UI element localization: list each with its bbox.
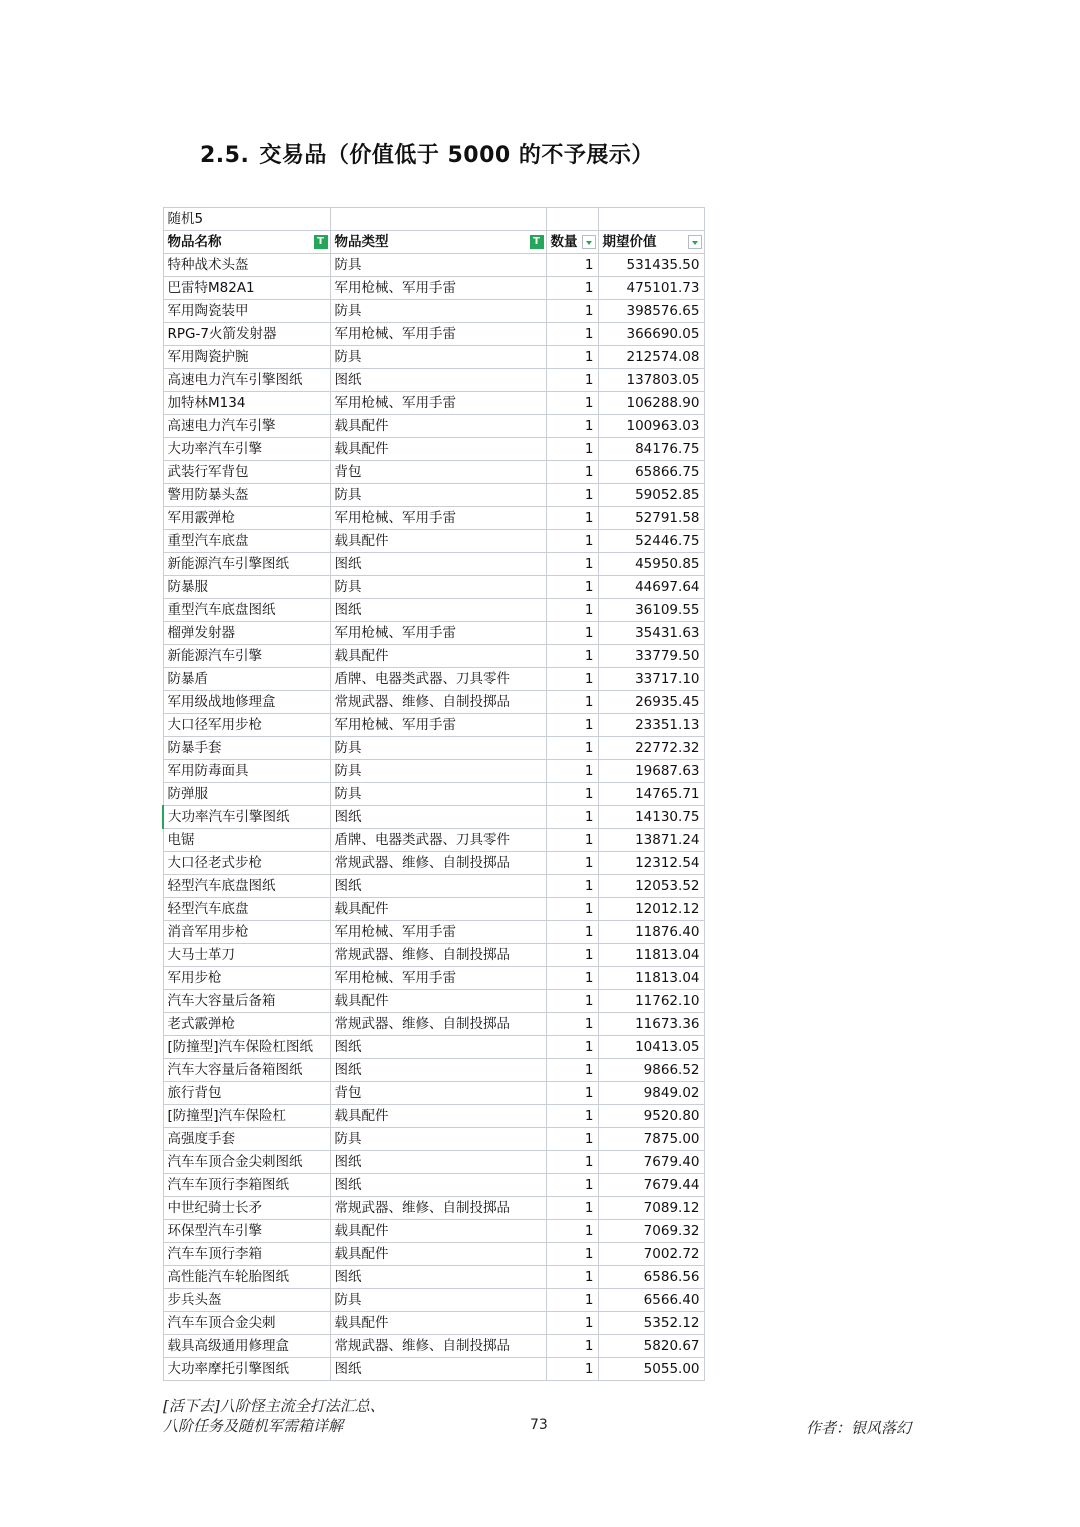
cell-quantity[interactable]: 1	[546, 1220, 598, 1243]
cell-expected-value[interactable]: 10413.05	[598, 1036, 704, 1059]
cell-quantity[interactable]: 1	[546, 1197, 598, 1220]
cell-item-name[interactable]: 汽车车顶合金尖刺	[163, 1312, 330, 1335]
cell-quantity[interactable]: 1	[546, 760, 598, 783]
table-row	[163, 346, 704, 369]
cell-expected-value[interactable]: 23351.13	[598, 714, 704, 737]
cell-expected-value[interactable]: 9849.02	[598, 1082, 704, 1105]
cell-quantity[interactable]: 1	[546, 1036, 598, 1059]
cell-quantity[interactable]: 1	[546, 806, 598, 829]
cell-expected-value[interactable]: 5055.00	[598, 1358, 704, 1381]
table-row	[163, 990, 704, 1013]
table-row	[163, 461, 704, 484]
cell-item-name[interactable]: 武装行军背包	[163, 461, 330, 484]
table-row	[163, 254, 704, 277]
table-row	[163, 1243, 704, 1266]
section-number: 2.5.	[200, 143, 250, 168]
page-number: 73	[530, 1417, 548, 1433]
cell-quantity[interactable]: 1	[546, 1243, 598, 1266]
cell-item-name[interactable]: 特种战术头盔	[163, 254, 330, 277]
table-row	[163, 898, 704, 921]
table-row	[163, 553, 704, 576]
cell-quantity[interactable]: 1	[546, 1151, 598, 1174]
cell-item-name[interactable]: RPG-7火箭发射器	[163, 323, 330, 346]
cell-expected-value[interactable]: 36109.55	[598, 599, 704, 622]
cell-expected-value[interactable]: 366690.05	[598, 323, 704, 346]
cell-quantity[interactable]: 1	[546, 714, 598, 737]
cell-expected-value[interactable]: 7002.72	[598, 1243, 704, 1266]
cell-item-type[interactable]: 防具	[330, 254, 546, 277]
cell-item-name[interactable]: 高性能汽车轮胎图纸	[163, 1266, 330, 1289]
cell-item-type[interactable]: 背包	[330, 461, 546, 484]
cell-item-type[interactable]: 图纸	[330, 599, 546, 622]
cell-quantity[interactable]: 1	[546, 967, 598, 990]
cell-item-type[interactable]: 军用枪械、军用手雷	[330, 967, 546, 990]
cell-item-type[interactable]: 图纸	[330, 553, 546, 576]
table-row	[163, 323, 704, 346]
cell-item-name[interactable]: 步兵头盔	[163, 1289, 330, 1312]
cell-item-type[interactable]: 军用枪械、军用手雷	[330, 714, 546, 737]
table-row	[163, 576, 704, 599]
table-row	[163, 645, 704, 668]
cell-item-type[interactable]: 防具	[330, 737, 546, 760]
cell-quantity[interactable]: 1	[546, 622, 598, 645]
table-row	[163, 438, 704, 461]
cell-expected-value[interactable]: 9520.80	[598, 1105, 704, 1128]
cell-item-name[interactable]: 警用防暴头盔	[163, 484, 330, 507]
table-row	[163, 737, 704, 760]
cell-item-type[interactable]: 防具	[330, 760, 546, 783]
cell-expected-value[interactable]: 100963.03	[598, 415, 704, 438]
cell-expected-value[interactable]: 12012.12	[598, 898, 704, 921]
cell-quantity[interactable]: 1	[546, 553, 598, 576]
cell-quantity[interactable]: 1	[546, 691, 598, 714]
cell-item-type[interactable]: 图纸	[330, 1266, 546, 1289]
cell-quantity[interactable]: 1	[546, 1059, 598, 1082]
cell-expected-value[interactable]: 14765.71	[598, 783, 704, 806]
cell-item-type[interactable]: 载具配件	[330, 1243, 546, 1266]
filter-active-icon[interactable]: T	[314, 235, 328, 249]
table-row	[163, 852, 704, 875]
cell-quantity[interactable]: 1	[546, 346, 598, 369]
cell-item-type[interactable]: 图纸	[330, 369, 546, 392]
table-row	[163, 277, 704, 300]
cell-item-type[interactable]: 常规武器、维修、自制投掷品	[330, 1013, 546, 1036]
cell-item-name[interactable]: 环保型汽车引擎	[163, 1220, 330, 1243]
cell-expected-value[interactable]: 12053.52	[598, 875, 704, 898]
table-row	[163, 1059, 704, 1082]
cell-quantity[interactable]: 1	[546, 438, 598, 461]
cell-expected-value[interactable]: 5820.67	[598, 1335, 704, 1358]
cell-item-name[interactable]: 高速电力汽车引擎	[163, 415, 330, 438]
cell-item-name[interactable]: 榴弹发射器	[163, 622, 330, 645]
table-row	[163, 714, 704, 737]
table-row	[163, 1105, 704, 1128]
section-heading	[200, 138, 654, 169]
cell-item-type[interactable]: 图纸	[330, 806, 546, 829]
cell-item-type[interactable]: 载具配件	[330, 530, 546, 553]
cell-item-type[interactable]: 常规武器、维修、自制投掷品	[330, 944, 546, 967]
cell-item-type[interactable]: 盾牌、电器类武器、刀具零件	[330, 668, 546, 691]
cell-expected-value[interactable]: 12312.54	[598, 852, 704, 875]
cell-item-name[interactable]: 大功率汽车引擎图纸	[163, 806, 330, 829]
table-row	[163, 921, 704, 944]
cell-item-type[interactable]: 载具配件	[330, 438, 546, 461]
cell-expected-value[interactable]: 84176.75	[598, 438, 704, 461]
cell-item-name[interactable]: 汽车大容量后备箱图纸	[163, 1059, 330, 1082]
cell-expected-value[interactable]: 106288.90	[598, 392, 704, 415]
cell-quantity[interactable]: 1	[546, 484, 598, 507]
filter-dropdown-icon[interactable]	[582, 235, 596, 249]
cell-quantity[interactable]: 1	[546, 369, 598, 392]
cell-expected-value[interactable]: 52446.75	[598, 530, 704, 553]
cell-item-type[interactable]: 常规武器、维修、自制投掷品	[330, 1197, 546, 1220]
table-row	[163, 1128, 704, 1151]
cell-item-name[interactable]: 重型汽车底盘	[163, 530, 330, 553]
cell-item-name[interactable]: 轻型汽车底盘图纸	[163, 875, 330, 898]
cell-quantity[interactable]: 1	[546, 944, 598, 967]
cell-item-name[interactable]: 大口径老式步枪	[163, 852, 330, 875]
cell-item-name[interactable]: 高速电力汽车引擎图纸	[163, 369, 330, 392]
column-header-name[interactable]: 物品名称 T	[163, 231, 330, 254]
cell-item-type[interactable]: 防具	[330, 1289, 546, 1312]
table-row	[163, 783, 704, 806]
cell-item-name[interactable]: 防暴盾	[163, 668, 330, 691]
table-row	[163, 1174, 704, 1197]
table-row	[163, 1312, 704, 1335]
cell-item-name[interactable]: 电锯	[163, 829, 330, 852]
table-row	[163, 1266, 704, 1289]
table-row	[163, 691, 704, 714]
cell-item-name[interactable]: 巴雷特M82A1	[163, 277, 330, 300]
cell-quantity[interactable]: 1	[546, 392, 598, 415]
table-row	[163, 1335, 704, 1358]
cell-quantity[interactable]: 1	[546, 1128, 598, 1151]
cell-expected-value[interactable]: 52791.58	[598, 507, 704, 530]
cell-item-name[interactable]: 军用级战地修理盒	[163, 691, 330, 714]
cell-quantity[interactable]: 1	[546, 783, 598, 806]
cell-item-type[interactable]: 载具配件	[330, 415, 546, 438]
cell-item-type[interactable]: 载具配件	[330, 1105, 546, 1128]
cell-item-type[interactable]: 背包	[330, 1082, 546, 1105]
cell-item-name[interactable]: 大口径军用步枪	[163, 714, 330, 737]
cell-quantity[interactable]: 1	[546, 254, 598, 277]
cell-expected-value[interactable]: 22772.32	[598, 737, 704, 760]
cell-expected-value[interactable]: 475101.73	[598, 277, 704, 300]
cell-expected-value[interactable]: 7679.40	[598, 1151, 704, 1174]
cell-item-name[interactable]: 军用陶瓷装甲	[163, 300, 330, 323]
cell-expected-value[interactable]: 45950.85	[598, 553, 704, 576]
cell-expected-value[interactable]: 44697.64	[598, 576, 704, 599]
cell-item-name[interactable]: 新能源汽车引擎图纸	[163, 553, 330, 576]
cell-quantity[interactable]: 1	[546, 1082, 598, 1105]
cell-expected-value[interactable]: 212574.08	[598, 346, 704, 369]
cell-item-name[interactable]: 轻型汽车底盘	[163, 898, 330, 921]
table-row	[163, 1220, 704, 1243]
cell-expected-value[interactable]: 35431.63	[598, 622, 704, 645]
table-row	[163, 369, 704, 392]
cell-item-type[interactable]: 载具配件	[330, 990, 546, 1013]
column-header-quantity[interactable]: 数量	[546, 231, 598, 254]
sheet-title-row	[163, 208, 704, 231]
cell-quantity[interactable]: 1	[546, 898, 598, 921]
cell-item-name[interactable]: 军用陶瓷护腕	[163, 346, 330, 369]
cell-quantity[interactable]: 1	[546, 1358, 598, 1381]
table-row	[163, 760, 704, 783]
table-row	[163, 507, 704, 530]
cell-item-type[interactable]: 防具	[330, 346, 546, 369]
cell-item-type[interactable]: 常规武器、维修、自制投掷品	[330, 852, 546, 875]
cell-quantity[interactable]: 1	[546, 875, 598, 898]
spreadsheet-table	[162, 207, 705, 1381]
cell-item-name[interactable]: 汽车车顶行李箱	[163, 1243, 330, 1266]
cell-quantity[interactable]: 1	[546, 507, 598, 530]
cell-item-type[interactable]: 军用枪械、军用手雷	[330, 277, 546, 300]
cell-item-name[interactable]: 旅行背包	[163, 1082, 330, 1105]
cell-item-name[interactable]: 重型汽车底盘图纸	[163, 599, 330, 622]
cell-item-name[interactable]: [防撞型]汽车保险杠图纸	[163, 1036, 330, 1059]
cell-item-type[interactable]: 军用枪械、军用手雷	[330, 507, 546, 530]
cell-expected-value[interactable]: 6566.40	[598, 1289, 704, 1312]
cell-quantity[interactable]: 1	[546, 415, 598, 438]
cell-expected-value[interactable]: 11813.04	[598, 967, 704, 990]
cell-expected-value[interactable]: 11762.10	[598, 990, 704, 1013]
cell-expected-value[interactable]: 531435.50	[598, 254, 704, 277]
section-title: 交易品（价值低于 5000 的不予展示）	[259, 143, 654, 168]
table-row	[163, 1289, 704, 1312]
cell-item-type[interactable]: 图纸	[330, 1059, 546, 1082]
cell-expected-value[interactable]: 7069.32	[598, 1220, 704, 1243]
cell-item-type[interactable]: 图纸	[330, 1174, 546, 1197]
table-row	[163, 1013, 704, 1036]
cell-item-name[interactable]: [防撞型]汽车保险杠	[163, 1105, 330, 1128]
cell-quantity[interactable]: 1	[546, 1312, 598, 1335]
cell-expected-value[interactable]: 11813.04	[598, 944, 704, 967]
cell-item-name[interactable]: 高强度手套	[163, 1128, 330, 1151]
cell-item-type[interactable]: 防具	[330, 783, 546, 806]
table-row	[163, 1358, 704, 1381]
cell-quantity[interactable]: 1	[546, 852, 598, 875]
cell-item-name[interactable]: 载具高级通用修理盒	[163, 1335, 330, 1358]
cell-item-type[interactable]: 军用枪械、军用手雷	[330, 323, 546, 346]
cell-item-name[interactable]: 大功率汽车引擎	[163, 438, 330, 461]
cell-quantity[interactable]: 1	[546, 1174, 598, 1197]
table-row	[163, 944, 704, 967]
column-header-type[interactable]: 物品类型 T	[330, 231, 546, 254]
cell-quantity[interactable]: 1	[546, 323, 598, 346]
sheet-title-cell: 随机5	[163, 208, 330, 231]
cell-expected-value[interactable]: 9866.52	[598, 1059, 704, 1082]
table-row	[163, 300, 704, 323]
table-row	[163, 875, 704, 898]
cell-item-name[interactable]: 军用步枪	[163, 967, 330, 990]
cell-quantity[interactable]: 1	[546, 737, 598, 760]
cell-quantity[interactable]: 1	[546, 1105, 598, 1128]
cell-item-name[interactable]: 大马士革刀	[163, 944, 330, 967]
cell-item-type[interactable]: 军用枪械、军用手雷	[330, 921, 546, 944]
cell-expected-value[interactable]: 19687.63	[598, 760, 704, 783]
cell-item-name[interactable]: 防弹服	[163, 783, 330, 806]
cell-quantity[interactable]: 1	[546, 829, 598, 852]
cell-quantity[interactable]: 1	[546, 530, 598, 553]
table-row	[163, 668, 704, 691]
cell-expected-value[interactable]: 65866.75	[598, 461, 704, 484]
cell-expected-value[interactable]: 137803.05	[598, 369, 704, 392]
cell-expected-value[interactable]: 5352.12	[598, 1312, 704, 1335]
cell-expected-value[interactable]: 11673.36	[598, 1013, 704, 1036]
cell-item-type[interactable]: 防具	[330, 576, 546, 599]
cell-item-type[interactable]: 防具	[330, 1128, 546, 1151]
cell-item-name[interactable]: 汽车车顶合金尖刺图纸	[163, 1151, 330, 1174]
cell-quantity[interactable]: 1	[546, 990, 598, 1013]
table-row	[163, 530, 704, 553]
cell-item-type[interactable]: 常规武器、维修、自制投掷品	[330, 691, 546, 714]
header-row	[163, 231, 704, 254]
cell-expected-value[interactable]: 33779.50	[598, 645, 704, 668]
cell-item-name[interactable]: 中世纪骑士长矛	[163, 1197, 330, 1220]
table-row	[163, 806, 704, 829]
cell-item-type[interactable]: 载具配件	[330, 1220, 546, 1243]
cell-quantity[interactable]: 1	[546, 576, 598, 599]
table-row	[163, 599, 704, 622]
table-row	[163, 967, 704, 990]
footer-document-title: [活下去]八阶怪主流全打法汇总、 八阶任务及随机军需箱详解	[163, 1397, 385, 1435]
cell-item-type[interactable]: 载具配件	[330, 1312, 546, 1335]
cell-quantity[interactable]: 1	[546, 599, 598, 622]
table-row	[163, 1036, 704, 1059]
cell-expected-value[interactable]: 14130.75	[598, 806, 704, 829]
cell-expected-value[interactable]: 7875.00	[598, 1128, 704, 1151]
table-row	[163, 415, 704, 438]
cell-item-type[interactable]: 防具	[330, 484, 546, 507]
cell-quantity[interactable]: 1	[546, 461, 598, 484]
cell-quantity[interactable]: 1	[546, 300, 598, 323]
cell-quantity[interactable]: 1	[546, 668, 598, 691]
table-row	[163, 1082, 704, 1105]
cell-item-name[interactable]: 汽车车顶行李箱图纸	[163, 1174, 330, 1197]
cell-expected-value[interactable]: 11876.40	[598, 921, 704, 944]
filter-active-icon[interactable]: T	[530, 235, 544, 249]
cell-item-name[interactable]: 军用防毒面具	[163, 760, 330, 783]
cell-quantity[interactable]: 1	[546, 1013, 598, 1036]
cell-item-name[interactable]: 军用霰弹枪	[163, 507, 330, 530]
cell-expected-value[interactable]: 26935.45	[598, 691, 704, 714]
table-row	[163, 1197, 704, 1220]
cell-item-name[interactable]: 消音军用步枪	[163, 921, 330, 944]
cell-item-type[interactable]: 载具配件	[330, 898, 546, 921]
cell-expected-value[interactable]: 398576.65	[598, 300, 704, 323]
cell-item-name[interactable]: 新能源汽车引擎	[163, 645, 330, 668]
column-header-value[interactable]: 期望价值	[598, 231, 704, 254]
cell-item-type[interactable]: 图纸	[330, 1151, 546, 1174]
table-row	[163, 484, 704, 507]
cell-expected-value[interactable]: 33717.10	[598, 668, 704, 691]
cell-item-type[interactable]: 图纸	[330, 1358, 546, 1381]
cell-item-type[interactable]: 防具	[330, 300, 546, 323]
cell-item-type[interactable]: 盾牌、电器类武器、刀具零件	[330, 829, 546, 852]
cell-item-type[interactable]: 图纸	[330, 875, 546, 898]
cell-item-name[interactable]: 老式霰弹枪	[163, 1013, 330, 1036]
cell-quantity[interactable]: 1	[546, 1266, 598, 1289]
cell-item-name[interactable]: 防暴服	[163, 576, 330, 599]
cell-item-name[interactable]: 汽车大容量后备箱	[163, 990, 330, 1013]
table-row	[163, 829, 704, 852]
cell-expected-value[interactable]: 7679.44	[598, 1174, 704, 1197]
cell-expected-value[interactable]: 6586.56	[598, 1266, 704, 1289]
cell-item-name[interactable]: 大功率摩托引擎图纸	[163, 1358, 330, 1381]
cell-quantity[interactable]: 1	[546, 277, 598, 300]
cell-quantity[interactable]: 1	[546, 1335, 598, 1358]
cell-quantity[interactable]: 1	[546, 1289, 598, 1312]
cell-expected-value[interactable]: 59052.85	[598, 484, 704, 507]
cell-item-type[interactable]: 军用枪械、军用手雷	[330, 622, 546, 645]
table-row	[163, 1151, 704, 1174]
cell-expected-value[interactable]: 7089.12	[598, 1197, 704, 1220]
cell-quantity[interactable]: 1	[546, 921, 598, 944]
cell-item-type[interactable]: 军用枪械、军用手雷	[330, 392, 546, 415]
filter-dropdown-icon[interactable]	[688, 235, 702, 249]
cell-item-name[interactable]: 防暴手套	[163, 737, 330, 760]
cell-item-type[interactable]: 载具配件	[330, 645, 546, 668]
table-row	[163, 392, 704, 415]
table-row	[163, 622, 704, 645]
cell-expected-value[interactable]: 13871.24	[598, 829, 704, 852]
footer-author: 作者：银风落幻	[806, 1419, 912, 1437]
cell-item-type[interactable]: 图纸	[330, 1036, 546, 1059]
cell-item-type[interactable]: 常规武器、维修、自制投掷品	[330, 1335, 546, 1358]
cell-quantity[interactable]: 1	[546, 645, 598, 668]
cell-item-name[interactable]: 加特林M134	[163, 392, 330, 415]
